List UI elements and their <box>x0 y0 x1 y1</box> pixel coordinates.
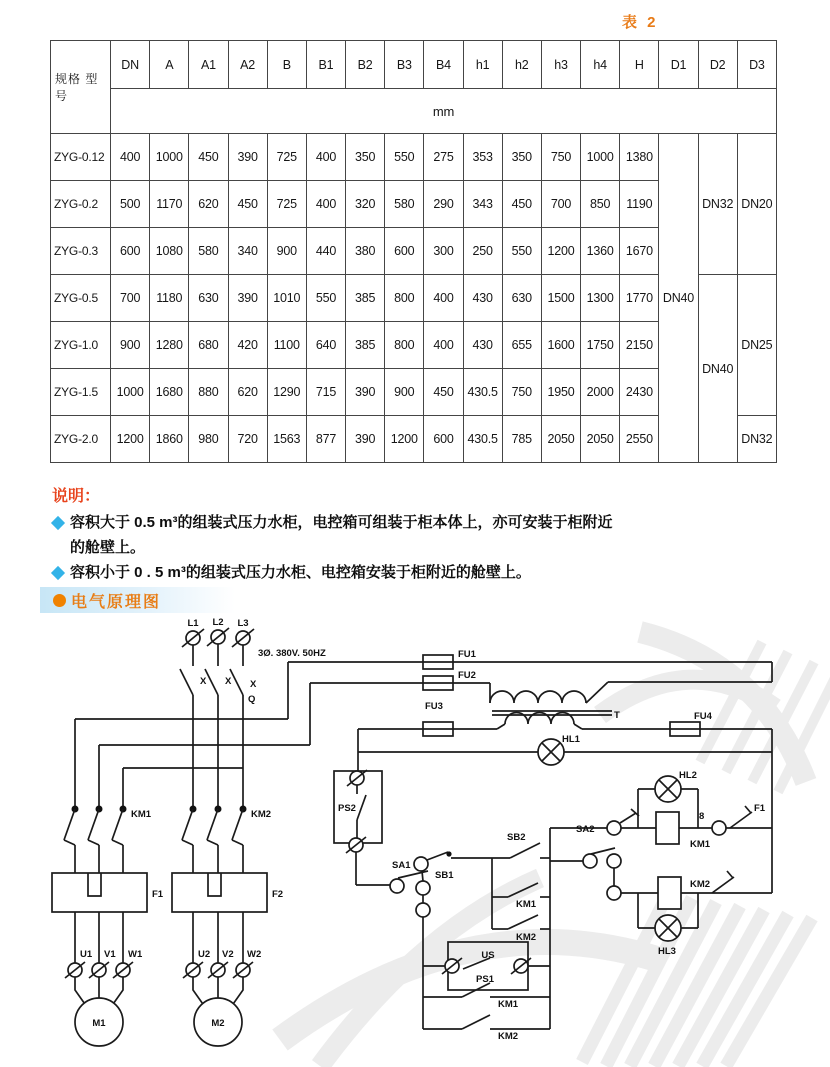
label-l1: L1 <box>187 618 199 629</box>
table-d3-merged-cell: DN32 <box>737 416 776 463</box>
table-value-cell: 450 <box>424 369 463 416</box>
motor1-circuit <box>65 912 143 1046</box>
table-value-cell: 2050 <box>541 416 580 463</box>
table-value-cell: 430 <box>463 322 502 369</box>
table-value-cell: 400 <box>424 275 463 322</box>
table-value-cell: 655 <box>502 322 541 369</box>
table-model-cell: ZYG-0.3 <box>51 228 111 275</box>
label-km1-low: KM1 <box>498 999 519 1010</box>
table-value-cell: 980 <box>189 416 228 463</box>
label-fu3: FU3 <box>425 701 443 712</box>
table-value-cell: 340 <box>228 228 267 275</box>
table-value-cell: 630 <box>189 275 228 322</box>
table-value-cell: 1670 <box>620 228 659 275</box>
table-value-cell: 320 <box>346 181 385 228</box>
table-column-header: D2 <box>698 41 737 89</box>
table-unit-cell: mm <box>111 89 777 134</box>
table-value-cell: 880 <box>189 369 228 416</box>
table-value-cell: 800 <box>385 275 424 322</box>
table-column-header: DN <box>111 41 150 89</box>
table-value-cell: 680 <box>189 322 228 369</box>
label-ps1: PS1 <box>476 974 494 985</box>
table-value-cell: 877 <box>306 416 345 463</box>
table-value-cell: 343 <box>463 181 502 228</box>
table-column-header: A <box>150 41 189 89</box>
table-value-cell: 620 <box>189 181 228 228</box>
table-value-cell: 550 <box>306 275 345 322</box>
thermal-relay-f2 <box>172 873 283 912</box>
table-value-cell: 430 <box>463 275 502 322</box>
km1-coil-branch <box>550 770 772 850</box>
table-value-cell: 1360 <box>581 228 620 275</box>
label-t: T <box>614 710 620 721</box>
table-column-header: A2 <box>228 41 267 89</box>
label-m2: M2 <box>211 1018 225 1029</box>
table-column-header: B3 <box>385 41 424 89</box>
table-value-cell: 1750 <box>581 322 620 369</box>
table-value-cell: 430.5 <box>463 369 502 416</box>
table-value-cell: 800 <box>385 322 424 369</box>
phase-terminals <box>182 617 326 659</box>
table-value-cell: 580 <box>385 181 424 228</box>
table-column-header: h3 <box>541 41 580 89</box>
table-value-cell: 450 <box>502 181 541 228</box>
label-ps2: PS2 <box>338 803 356 814</box>
table-value-cell: 750 <box>541 134 580 181</box>
table-value-cell: 600 <box>424 416 463 463</box>
table-value-cell: 1300 <box>581 275 620 322</box>
label-x3: X <box>250 679 257 690</box>
label-km2-aux: KM2 <box>516 932 537 943</box>
table-value-cell: 1200 <box>385 416 424 463</box>
table-value-cell: 380 <box>346 228 385 275</box>
table-value-cell: 1500 <box>541 275 580 322</box>
table-value-cell: 440 <box>306 228 345 275</box>
table-value-cell: 600 <box>385 228 424 275</box>
table-value-cell: 450 <box>189 134 228 181</box>
table-value-cell: 550 <box>385 134 424 181</box>
table-value-cell: 1100 <box>267 322 306 369</box>
table-value-cell: 1200 <box>541 228 580 275</box>
table-value-cell: 900 <box>267 228 306 275</box>
table-value-cell: 300 <box>424 228 463 275</box>
table-value-cell: 1563 <box>267 416 306 463</box>
table-column-header: B4 <box>424 41 463 89</box>
table-value-cell: 725 <box>267 134 306 181</box>
table-value-cell: 1180 <box>150 275 189 322</box>
table-value-cell: 700 <box>541 181 580 228</box>
table-value-cell: 1080 <box>150 228 189 275</box>
table-tag: 表 2 <box>622 14 659 31</box>
table-value-cell: 350 <box>346 134 385 181</box>
table-value-cell: 785 <box>502 416 541 463</box>
bottom-interlock-contacts <box>423 983 550 1042</box>
table-value-cell: 1680 <box>150 369 189 416</box>
label-hl3: HL3 <box>658 946 676 957</box>
table-value-cell: 400 <box>111 134 150 181</box>
table-value-cell: 1380 <box>620 134 659 181</box>
label-fu2: FU2 <box>458 670 476 681</box>
label-sa1: SA1 <box>392 860 411 871</box>
table-column-header: A1 <box>189 41 228 89</box>
table-value-cell: 2150 <box>620 322 659 369</box>
table-column-header: B1 <box>306 41 345 89</box>
note-text: 容积大于 0.5 m³的组装式压力水柜，电控箱可组装于柜本体上，亦可安装于柜附近 <box>70 514 613 531</box>
table-column-header: h1 <box>463 41 502 89</box>
table-model-cell: ZYG-0.2 <box>51 181 111 228</box>
table-column-header: D1 <box>659 41 698 89</box>
table-value-cell: 353 <box>463 134 502 181</box>
table-value-cell: 550 <box>502 228 541 275</box>
label-sb1: SB1 <box>435 870 454 881</box>
table-d3-merged-cell: DN25 <box>737 275 776 416</box>
label-hl1: HL1 <box>562 734 580 745</box>
label-m1: M1 <box>92 1018 106 1029</box>
table-value-cell: 750 <box>502 369 541 416</box>
table-value-cell: 385 <box>346 322 385 369</box>
label-q: Q <box>248 694 256 705</box>
table-value-cell: 1770 <box>620 275 659 322</box>
table-value-cell: 275 <box>424 134 463 181</box>
table-value-cell: 1170 <box>150 181 189 228</box>
table-value-cell: 900 <box>385 369 424 416</box>
thermal-relay-f1 <box>52 873 164 912</box>
table-value-cell: 500 <box>111 181 150 228</box>
table-value-cell: 600 <box>111 228 150 275</box>
table-d2-merged-cell: DN40 <box>698 275 737 463</box>
table-value-cell: 390 <box>228 134 267 181</box>
table-value-cell: 290 <box>424 181 463 228</box>
table-value-cell: 1000 <box>111 369 150 416</box>
table-column-header: B2 <box>346 41 385 89</box>
table-d3-merged-cell: DN20 <box>737 134 776 275</box>
section-title: 电气原理图 <box>71 593 162 611</box>
label-hl2: HL2 <box>679 770 697 781</box>
table-value-cell: 640 <box>306 322 345 369</box>
label-f2-box: F2 <box>272 889 284 900</box>
table-value-cell: 850 <box>581 181 620 228</box>
table-value-cell: 430.5 <box>463 416 502 463</box>
table-value-cell: 450 <box>228 181 267 228</box>
table-d1-merged-cell: DN40 <box>659 134 698 463</box>
label-sb2: SB2 <box>507 832 526 843</box>
label-f1-contact: F1 <box>754 803 766 814</box>
table-value-cell: 1010 <box>267 275 306 322</box>
label-km2-coil: KM2 <box>690 879 711 890</box>
table-value-cell: 390 <box>228 275 267 322</box>
table-value-cell: 350 <box>502 134 541 181</box>
label-fu1: FU1 <box>458 649 476 660</box>
table-value-cell: 1280 <box>150 322 189 369</box>
label-terminal-8: 8 <box>699 811 705 822</box>
notes-heading: 说明： <box>52 488 101 505</box>
label-f1-box: F1 <box>152 889 164 900</box>
table-model-cell: ZYG-2.0 <box>51 416 111 463</box>
table-value-cell: 390 <box>346 416 385 463</box>
label-km1-coil: KM1 <box>690 839 711 850</box>
table-value-cell: 580 <box>189 228 228 275</box>
label-w1: W1 <box>128 949 143 960</box>
table-value-cell: 390 <box>346 369 385 416</box>
label-us: US <box>481 950 495 961</box>
table-value-cell: 1190 <box>620 181 659 228</box>
table-value-cell: 900 <box>111 322 150 369</box>
table-value-cell: 2550 <box>620 416 659 463</box>
table-value-cell: 2050 <box>581 416 620 463</box>
label-km2-main: KM2 <box>251 809 272 820</box>
note-text: 容积小于 0 . 5 m³的组装式压力水柜、电控箱安装于柜附近的舱壁上。 <box>70 564 531 581</box>
label-u2: U2 <box>198 949 211 960</box>
label-l2: L2 <box>212 617 224 628</box>
table-column-header: h4 <box>581 41 620 89</box>
table-value-cell: 2000 <box>581 369 620 416</box>
table-value-cell: 725 <box>267 181 306 228</box>
table-value-cell: 700 <box>111 275 150 322</box>
table-value-cell: 620 <box>228 369 267 416</box>
label-x1: X <box>200 676 207 687</box>
motor2-circuit <box>183 912 261 1046</box>
table-d2-merged-cell: DN32 <box>698 134 737 275</box>
label-x2: X <box>225 676 232 687</box>
table-column-header: D3 <box>737 41 776 89</box>
table-value-cell: 1600 <box>541 322 580 369</box>
table-value-cell: 1860 <box>150 416 189 463</box>
table-value-cell: 250 <box>463 228 502 275</box>
table-value-cell: 420 <box>228 322 267 369</box>
label-sa2: SA2 <box>576 824 595 835</box>
power-wiring <box>75 662 310 806</box>
table-model-cell: ZYG-0.5 <box>51 275 111 322</box>
table-value-cell: 1000 <box>581 134 620 181</box>
table-column-header: h2 <box>502 41 541 89</box>
table-value-cell: 1000 <box>150 134 189 181</box>
note-text: 的舱壁上。 <box>70 539 146 556</box>
label-v2: V2 <box>222 949 234 960</box>
table-value-cell: 400 <box>306 181 345 228</box>
label-power-rating: 3Ø. 380V. 50HZ <box>258 648 326 659</box>
label-km1-aux: KM1 <box>516 899 537 910</box>
label-l3: L3 <box>237 618 249 629</box>
table-column-header: B <box>267 41 306 89</box>
label-u1: U1 <box>80 949 93 960</box>
table-value-cell: 1200 <box>111 416 150 463</box>
sb1-sa1-switches <box>356 851 492 895</box>
table-model-cell: ZYG-1.0 <box>51 322 111 369</box>
table-value-cell: 630 <box>502 275 541 322</box>
table-corner-label: 规格 型号 <box>51 41 111 134</box>
table-value-cell: 400 <box>424 322 463 369</box>
table-value-cell: 2430 <box>620 369 659 416</box>
table-value-cell: 1290 <box>267 369 306 416</box>
label-km1-main: KM1 <box>131 809 152 820</box>
table-value-cell: 720 <box>228 416 267 463</box>
table-value-cell: 1950 <box>541 369 580 416</box>
table-column-header: H <box>620 41 659 89</box>
label-v1: V1 <box>104 949 116 960</box>
table-model-cell: ZYG-1.5 <box>51 369 111 416</box>
label-km2-low: KM2 <box>498 1031 519 1042</box>
table-value-cell: 715 <box>306 369 345 416</box>
table-value-cell: 400 <box>306 134 345 181</box>
label-w2: W2 <box>247 949 262 960</box>
km1-main-contacts <box>64 806 152 874</box>
ps2-pressure-switch <box>334 729 382 853</box>
km2-main-contacts <box>182 806 271 874</box>
table-value-cell: 385 <box>346 275 385 322</box>
label-fu4: FU4 <box>694 711 712 722</box>
table-model-cell: ZYG-0.12 <box>51 134 111 181</box>
